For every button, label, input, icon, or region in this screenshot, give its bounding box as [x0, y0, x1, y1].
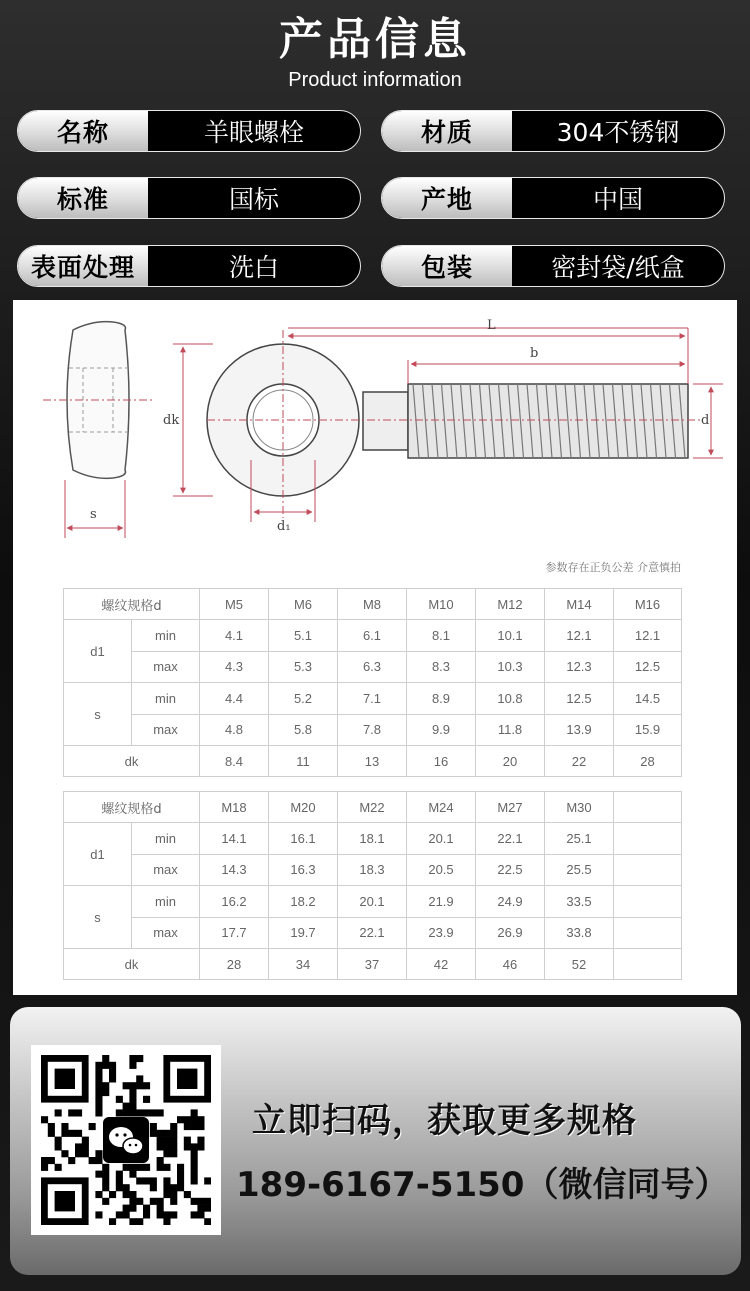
page-subtitle: Product information [288, 69, 462, 91]
value-cell: 42 [407, 948, 476, 979]
value-cell: 10.1 [476, 620, 545, 651]
info-item-standard [17, 177, 361, 219]
value-cell: 18.1 [338, 823, 407, 854]
value-cell: 6.1 [338, 620, 407, 651]
value-cell: 10.8 [476, 683, 545, 714]
size-cell: M16 [614, 589, 682, 620]
value-cell: 19.7 [269, 917, 338, 948]
table-row [64, 823, 682, 854]
max-label: max [132, 651, 200, 682]
table-row [64, 886, 682, 917]
value-cell: 7.8 [338, 714, 407, 745]
value-cell: 4.3 [200, 651, 269, 682]
dim-d1-label: d₁ [277, 519, 291, 534]
contact-panel [10, 1007, 741, 1275]
value-cell: 33.8 [545, 917, 614, 948]
table-row [64, 714, 682, 745]
size-cell: M18 [200, 792, 269, 823]
min-label: min [132, 823, 200, 854]
info-item-material [381, 110, 725, 152]
qr-code[interactable] [31, 1045, 221, 1235]
value-cell: 18.3 [338, 854, 407, 885]
value-cell: 22.1 [476, 823, 545, 854]
size-cell: M6 [269, 589, 338, 620]
dim-b-label: b [530, 346, 539, 361]
value-cell: 11.8 [476, 714, 545, 745]
value-cell: 14.1 [200, 823, 269, 854]
cta-phone-text[interactable]: 189-6167-5150（微信同号） [236, 1165, 729, 1205]
value-cell: 5.8 [269, 714, 338, 745]
value-cell: 21.9 [407, 886, 476, 917]
value-cell: 23.9 [407, 917, 476, 948]
page-header [0, 12, 750, 92]
info-label: 包装 [382, 246, 512, 286]
value-cell: 13.9 [545, 714, 614, 745]
max-label: max [132, 854, 200, 885]
info-label: 材质 [382, 111, 512, 151]
value-cell: 16.1 [269, 823, 338, 854]
size-cell: M5 [200, 589, 269, 620]
value-cell: 20.1 [407, 823, 476, 854]
table-row [64, 792, 682, 823]
value-cell: 9.9 [407, 714, 476, 745]
size-cell: M8 [338, 589, 407, 620]
value-cell [614, 917, 682, 948]
value-cell: 22.5 [476, 854, 545, 885]
value-cell: 17.7 [200, 917, 269, 948]
table-row [64, 620, 682, 651]
wechat-icon [103, 1117, 149, 1163]
info-label: 标准 [18, 178, 148, 218]
dim-d-label: d [701, 413, 710, 428]
value-cell: 8.1 [407, 620, 476, 651]
value-cell: 12.5 [545, 683, 614, 714]
value-cell: 18.2 [269, 886, 338, 917]
value-cell: 28 [614, 745, 682, 776]
size-cell: M20 [269, 792, 338, 823]
value-cell: 28 [200, 948, 269, 979]
size-cell [614, 792, 682, 823]
info-value: 羊眼螺栓 [203, 118, 304, 147]
value-cell: 6.3 [338, 651, 407, 682]
min-label: min [132, 683, 200, 714]
value-cell: 20.5 [407, 854, 476, 885]
tolerance-note: 参数存在正负公差 介意慎拍 [545, 561, 681, 574]
spec-table-1 [63, 588, 682, 777]
value-cell: 12.5 [614, 651, 682, 682]
size-cell: M14 [545, 589, 614, 620]
size-header: 螺纹规格d [64, 792, 200, 823]
param-label: dk [64, 948, 200, 979]
param-label: d1 [64, 620, 132, 683]
size-cell: M30 [545, 792, 614, 823]
table-row [64, 651, 682, 682]
min-label: min [132, 886, 200, 917]
param-label: s [64, 683, 132, 746]
table-row [64, 589, 682, 620]
spec-panel [13, 300, 737, 995]
value-cell [614, 823, 682, 854]
value-cell: 4.8 [200, 714, 269, 745]
value-cell: 5.1 [269, 620, 338, 651]
value-cell: 14.5 [614, 683, 682, 714]
max-label: max [132, 917, 200, 948]
value-cell [614, 886, 682, 917]
info-value: 中国 [592, 185, 643, 214]
info-value: 密封袋/纸盒 [551, 253, 685, 282]
value-cell: 16.2 [200, 886, 269, 917]
info-value: 国标 [228, 185, 279, 214]
value-cell: 5.3 [269, 651, 338, 682]
dim-dk-label: dk [163, 413, 180, 428]
info-label: 表面处理 [18, 246, 148, 286]
value-cell: 4.4 [200, 683, 269, 714]
table-row [64, 854, 682, 885]
param-label: s [64, 886, 132, 949]
info-item-packaging [381, 245, 725, 287]
table-row [64, 948, 682, 979]
dim-L-label: L [487, 318, 496, 333]
value-cell: 25.1 [545, 823, 614, 854]
size-cell: M10 [407, 589, 476, 620]
info-label: 名称 [18, 111, 148, 151]
size-cell: M22 [338, 792, 407, 823]
value-cell: 4.1 [200, 620, 269, 651]
param-label: d1 [64, 823, 132, 886]
cta-scan-text: 立即扫码，获取更多规格 [252, 1101, 637, 1141]
max-label: max [132, 714, 200, 745]
value-cell: 22.1 [338, 917, 407, 948]
value-cell: 34 [269, 948, 338, 979]
value-cell: 37 [338, 948, 407, 979]
size-header: 螺纹规格d [64, 589, 200, 620]
value-cell: 12.1 [614, 620, 682, 651]
value-cell: 13 [338, 745, 407, 776]
value-cell: 25.5 [545, 854, 614, 885]
info-value: 洗白 [228, 253, 279, 282]
info-item-origin [381, 177, 725, 219]
value-cell: 12.1 [545, 620, 614, 651]
qr-code-pattern [41, 1055, 211, 1225]
size-cell: M27 [476, 792, 545, 823]
value-cell [614, 854, 682, 885]
param-label: dk [64, 745, 200, 776]
value-cell: 24.9 [476, 886, 545, 917]
info-label: 产地 [382, 178, 512, 218]
eye-bolt-drawing [13, 300, 737, 550]
value-cell: 8.3 [407, 651, 476, 682]
min-label: min [132, 620, 200, 651]
value-cell [614, 948, 682, 979]
value-cell: 16 [407, 745, 476, 776]
table-row [64, 917, 682, 948]
value-cell: 11 [269, 745, 338, 776]
value-cell: 10.3 [476, 651, 545, 682]
value-cell: 5.2 [269, 683, 338, 714]
page-title: 产品信息 [279, 14, 471, 65]
size-cell: M12 [476, 589, 545, 620]
value-cell: 7.1 [338, 683, 407, 714]
value-cell: 20 [476, 745, 545, 776]
value-cell: 22 [545, 745, 614, 776]
value-cell: 12.3 [545, 651, 614, 682]
info-item-name [17, 110, 361, 152]
info-item-surface [17, 245, 361, 287]
dim-s-label: s [90, 507, 97, 522]
value-cell: 33.5 [545, 886, 614, 917]
info-value: 304不锈钢 [556, 118, 680, 147]
value-cell: 15.9 [614, 714, 682, 745]
value-cell: 14.3 [200, 854, 269, 885]
value-cell: 46 [476, 948, 545, 979]
value-cell: 26.9 [476, 917, 545, 948]
size-cell: M24 [407, 792, 476, 823]
value-cell: 52 [545, 948, 614, 979]
value-cell: 8.9 [407, 683, 476, 714]
value-cell: 16.3 [269, 854, 338, 885]
spec-table-2 [63, 791, 682, 980]
value-cell: 20.1 [338, 886, 407, 917]
value-cell: 8.4 [200, 745, 269, 776]
table-row [64, 745, 682, 776]
table-row [64, 683, 682, 714]
